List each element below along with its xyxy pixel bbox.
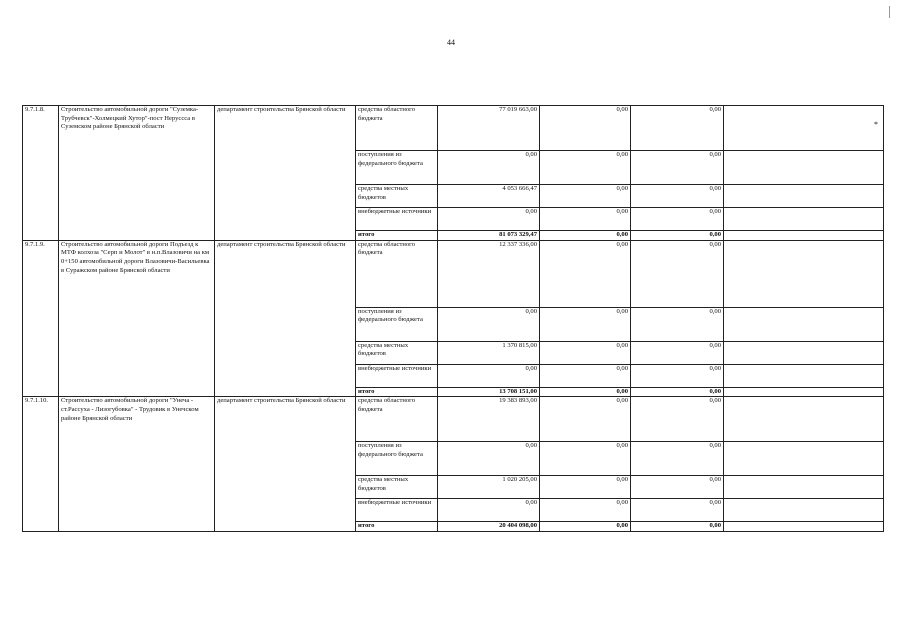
amount-cell: 0,00	[631, 387, 724, 397]
amount-cell: 0,00	[438, 151, 540, 185]
empty-cell	[724, 397, 884, 442]
amount-cell: 0,00	[540, 240, 631, 307]
amount-cell: 0,00	[631, 522, 724, 532]
amount-cell: 0,00	[540, 208, 631, 231]
amount-cell: 77 019 663,00	[438, 106, 540, 151]
section-executor: департамент строительства Брянской области	[215, 240, 356, 397]
funding-source: итого	[356, 522, 438, 532]
amount-cell: 0,00	[540, 185, 631, 208]
section-code: 9.7.1.10.	[23, 397, 59, 532]
amount-cell: 0,00	[631, 499, 724, 522]
budget-table	[22, 105, 884, 532]
amount-cell: 0,00	[438, 307, 540, 341]
funding-source: поступления из федерального бюджета	[356, 151, 438, 185]
amount-cell: 0,00	[540, 397, 631, 442]
amount-cell: 0,00	[540, 307, 631, 341]
amount-cell: 0,00	[540, 476, 631, 499]
amount-cell: 0,00	[631, 208, 724, 231]
funding-source: средства областного бюджета	[356, 240, 438, 307]
funding-source: средства местных бюджетов	[356, 341, 438, 364]
funding-source: итого	[356, 387, 438, 397]
empty-cell	[724, 341, 884, 364]
amount-cell: 1 020 205,00	[438, 476, 540, 499]
section-code: 9.7.1.9.	[23, 240, 59, 397]
amount-cell: 0,00	[631, 185, 724, 208]
amount-cell: 0,00	[540, 387, 631, 397]
empty-cell	[724, 151, 884, 185]
amount-cell: 0,00	[631, 151, 724, 185]
amount-cell: 0,00	[540, 151, 631, 185]
empty-cell	[724, 442, 884, 476]
amount-cell: 0,00	[631, 397, 724, 442]
amount-cell: 0,00	[631, 307, 724, 341]
funding-source: средства областного бюджета	[356, 106, 438, 151]
empty-cell	[724, 499, 884, 522]
amount-cell: 0,00	[540, 442, 631, 476]
amount-cell: 0,00	[631, 341, 724, 364]
empty-cell	[724, 522, 884, 532]
amount-cell: 0,00	[540, 364, 631, 387]
amount-cell: 4 053 666,47	[438, 185, 540, 208]
funding-source: средства местных бюджетов	[356, 185, 438, 208]
amount-cell: 0,00	[540, 522, 631, 532]
table-row	[23, 106, 884, 151]
amount-cell: 0,00	[631, 364, 724, 387]
amount-cell: 0,00	[540, 499, 631, 522]
section-name: Строительство автомобильной дороги "Унеча - ст.Рассуха - Лизогубовка" - Трудовик в Унечском районе Брянской области	[59, 397, 215, 532]
empty-cell	[724, 364, 884, 387]
amount-cell: 13 708 151,00	[438, 387, 540, 397]
section-executor: департамент строительства Брянской области	[215, 106, 356, 241]
amount-cell: 1 370 815,00	[438, 341, 540, 364]
section-name: Строительство автомобильной дороги "Суземка-Трубчевск"-Холмецкий Хутор"-пост Неруссса в Суземском районе Брянской области	[59, 106, 215, 241]
table-row	[23, 397, 884, 442]
stray-asterisk: *	[874, 120, 878, 129]
amount-cell: 19 383 893,00	[438, 397, 540, 442]
amount-cell: 0,00	[631, 231, 724, 241]
amount-cell: 0,00	[438, 208, 540, 231]
empty-cell	[724, 476, 884, 499]
amount-cell: 0,00	[438, 442, 540, 476]
page-number: 44	[447, 38, 455, 47]
empty-cell	[724, 240, 884, 307]
amount-cell: 12 337 336,00	[438, 240, 540, 307]
amount-cell: 0,00	[438, 499, 540, 522]
funding-source: средства областного бюджета	[356, 397, 438, 442]
funding-source: поступления из федерального бюджета	[356, 307, 438, 341]
amount-cell: 0,00	[631, 240, 724, 307]
section-executor: департамент строительства Брянской области	[215, 397, 356, 532]
empty-cell	[724, 208, 884, 231]
empty-cell	[724, 307, 884, 341]
table-row	[23, 240, 884, 307]
section-code: 9.7.1.8.	[23, 106, 59, 241]
section-name: Строительство автомобильной дороги Подъезд к МТФ колхоза "Серп и Молот" в н.п.Влазовичи на км 0+150 автомобильной дороги Влазовичи-Васильевка в Суражском районе Брянской области	[59, 240, 215, 397]
funding-source: итого	[356, 231, 438, 241]
amount-cell: 0,00	[540, 106, 631, 151]
amount-cell: 0,00	[631, 106, 724, 151]
funding-source: средства местных бюджетов	[356, 476, 438, 499]
funding-source: внебюджетные источники	[356, 499, 438, 522]
empty-cell	[724, 387, 884, 397]
scan-edge-mark	[889, 6, 890, 18]
empty-cell	[724, 231, 884, 241]
funding-source: внебюджетные источники	[356, 208, 438, 231]
empty-cell	[724, 106, 884, 151]
amount-cell: 0,00	[631, 476, 724, 499]
amount-cell: 81 073 329,47	[438, 231, 540, 241]
funding-source: внебюджетные источники	[356, 364, 438, 387]
funding-source: поступления из федерального бюджета	[356, 442, 438, 476]
amount-cell: 0,00	[631, 442, 724, 476]
amount-cell: 0,00	[540, 231, 631, 241]
amount-cell: 20 404 098,00	[438, 522, 540, 532]
amount-cell: 0,00	[438, 364, 540, 387]
empty-cell	[724, 185, 884, 208]
amount-cell: 0,00	[540, 341, 631, 364]
